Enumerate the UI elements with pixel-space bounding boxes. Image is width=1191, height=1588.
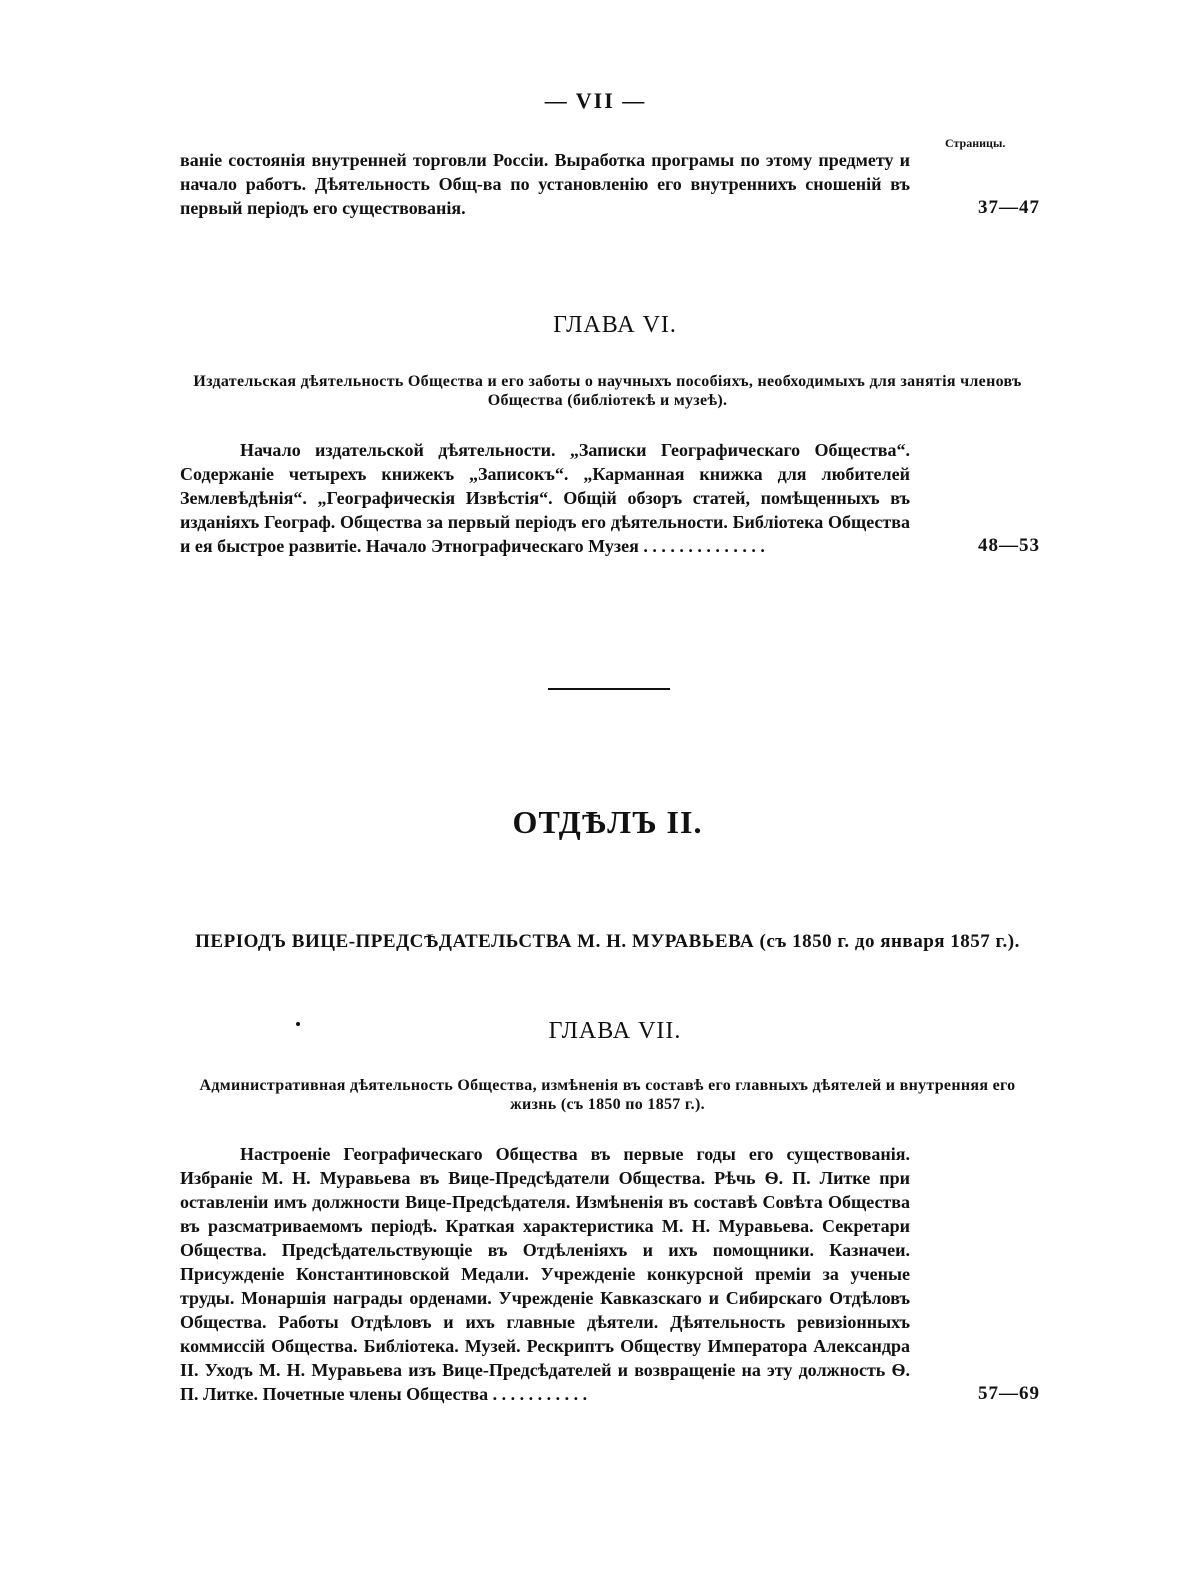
section-title: ОТДѢЛЪ II. [512,804,703,840]
pages-column-header: Страницы. [945,136,1006,150]
entry-text: Начало издательской дѣятельности. „Записки Географическаго Общества“. Содержаніе четырехъ книжекъ „Записокъ“. „Карманная книжка для любителей Землевѣдѣнія“. „Географическія Извѣстія“. Общій обзоръ статей, помѣщенныхъ въ изданіяхъ Географ. Общества за первый періодъ его дѣятельности. Библіотека Общества и ея быстрое развитіе. Начало Этнографическаго Музея . . . . . . . . . . . . . . [180,440,910,556]
section-divider [548,688,670,690]
page-range: 48—53 [978,535,1040,556]
chapter-title: ГЛАВА VI. [553,312,677,338]
chapter-subtitle: Издательская дѣятельность Общества и его заботы о научныхъ пособіяхъ, необходимыхъ для занятія членовъ Общества (библіотекѣ и музеѣ). [193,373,1022,409]
entry-text: Настроеніе Географическаго Общества въ первые годы его существованія. Избраніе М. Н. Муравьева въ Вице-Предсѣдатели Общества. Рѣчь Ѳ. П. Литке при оставленіи имъ должности Вице-Предсѣдателя. Измѣненія въ составѣ Совѣта Общества въ разсматриваемомъ періодѣ. Краткая характеристика М. Н. Муравьева. Секретари Общества. Предсѣдательствующіе въ Отдѣленіяхъ и ихъ помощники. Казначеи. Присужденіе Константиновской Медали. Учрежденіе конкурсной преміи за ученые труды. Монаршія награды орденами. Учрежденіе Кавказскаго и Сибирскаго Отдѣловъ Общества. Работы Отдѣловъ и ихъ главные дѣятели. Дѣятельность ревизіонныхъ коммиссій Общества. Библіотека. Музей. Рескриптъ Обществу Императора Александра II. Уходъ М. Н. Муравьева изъ Вице-Предсѣдателей и возвращеніе на эту должность Ѳ. П. Литке. Почетные члены Общества . . . . . . . . . . . [180,1144,910,1404]
toc-entry-chapter7 [180,1142,1040,1406]
entry-text: ваніе состоянія внутренней торговли Россіи. Выработка програмы по этому предмету и начало работъ. Дѣятельность Общ-ва по установленію его внутреннихъ сношеній въ первый періодъ его существованія. [180,150,910,218]
page-range: 57—69 [978,1383,1040,1404]
page-number: — VII — [544,88,647,113]
chapter-title: ГЛАВА VII. [548,1018,682,1044]
period-heading: ПЕРІОДЪ ВИЦЕ-ПРЕДСѢДАТЕЛЬСТВА М. Н. МУРАВЬЕВА (съ 1850 г. до января 1857 г.). [195,931,1020,952]
page-range: 37—47 [978,197,1040,218]
toc-entry-chapter6 [180,438,1040,558]
chapter-subtitle: Административная дѣятельность Общества, измѣненія въ составѣ его главныхъ дѣятелей и внутренняя его жизнь (съ 1850 по 1857 г.). [199,1077,1016,1113]
toc-entry-chapter5-tail [180,148,1040,220]
